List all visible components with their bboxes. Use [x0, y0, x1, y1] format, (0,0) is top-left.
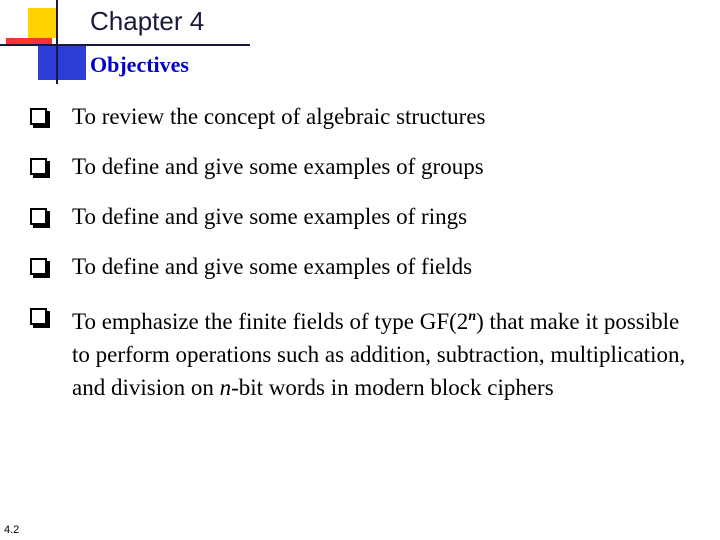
- objective-text-part: ) that make it possible to perform operations such as addition, subtraction, multiplication, and division on: [72, 309, 686, 400]
- objectives-list: [26, 100, 690, 421]
- objective-item: [26, 150, 690, 183]
- checkbox-bullet-icon: [30, 158, 47, 175]
- objective-text: To define and give some examples of groups: [72, 154, 484, 179]
- objective-item: [26, 300, 690, 404]
- objective-text-part: -bit words in modern block ciphers: [231, 375, 554, 400]
- checkbox-bullet-icon: [30, 308, 47, 325]
- logo-yellow-block: [28, 8, 58, 38]
- objective-text-part: To emphasize the finite fields of type GF(2: [72, 309, 469, 334]
- italic-n: n: [219, 375, 232, 400]
- objective-item: [26, 100, 690, 133]
- logo-blue-block: [38, 44, 86, 80]
- objective-text: To define and give some examples of fields: [72, 254, 473, 279]
- objective-text: To review the concept of algebraic structures: [72, 104, 486, 129]
- header-rule: [0, 44, 250, 46]
- objective-item: [26, 250, 690, 283]
- objective-text: To define and give some examples of rings: [72, 204, 468, 229]
- page-number: 4.2: [4, 524, 20, 536]
- logo-vertical-line: [56, 0, 58, 84]
- checkbox-bullet-icon: [30, 108, 47, 125]
- section-title: Objectives: [90, 52, 189, 77]
- superscript-n: n: [468, 309, 477, 324]
- chapter-title: Chapter 4: [90, 6, 205, 36]
- checkbox-bullet-icon: [30, 258, 47, 275]
- checkbox-bullet-icon: [30, 208, 47, 225]
- objective-item: [26, 200, 690, 233]
